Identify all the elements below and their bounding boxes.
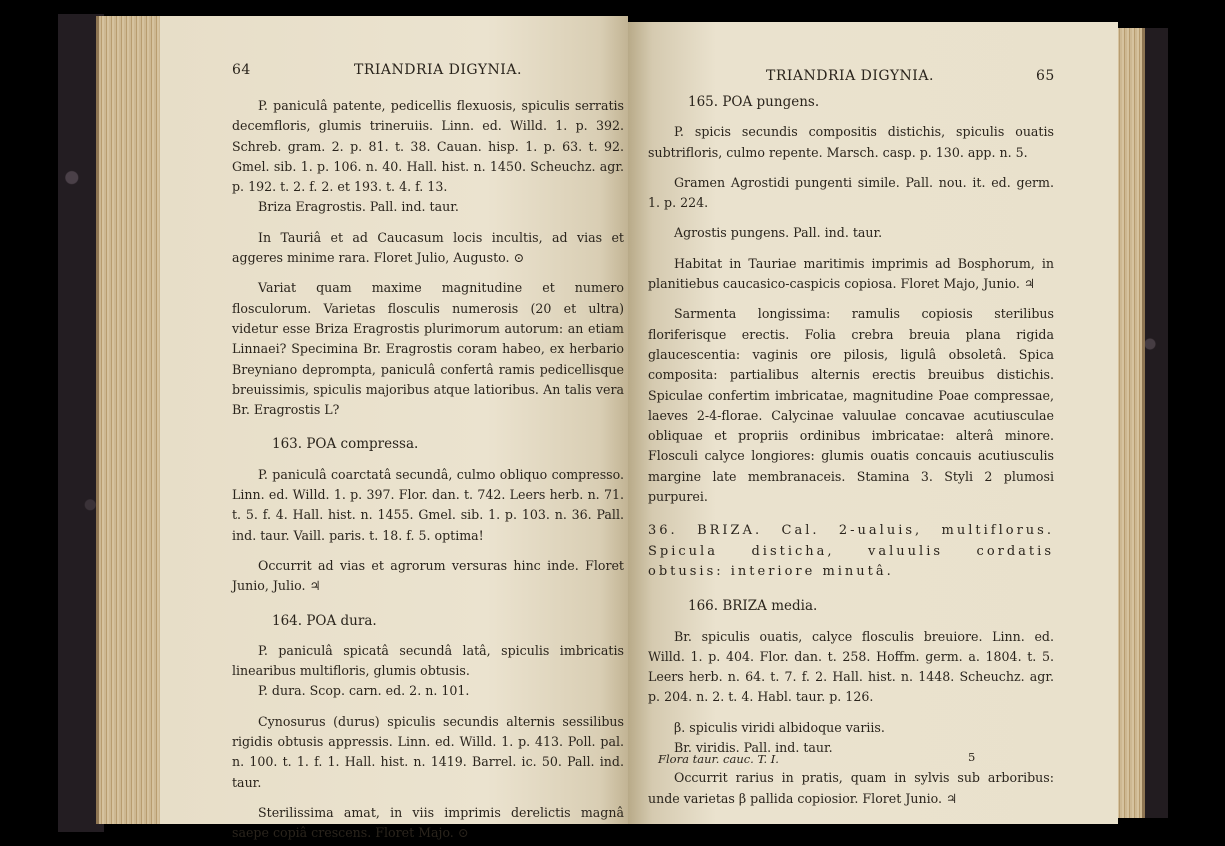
paragraph: Br. viridis. Pall. ind. taur. [674, 740, 833, 756]
right-body [648, 92, 1054, 809]
paragraph: Sterilissima amat, in viis imprimis derelictis magnâ saepe copiâ crescens. Floret Majo. ⊙ [232, 804, 624, 841]
right-running-head: TRIANDRIA DIGYNIA. [766, 68, 934, 84]
paragraph: In Tauriâ et ad Caucasum locis incultis, ad vias et aggeres minime rara. Floret Julio, Augusto. ⊙ [232, 229, 624, 266]
left-body [232, 96, 624, 844]
genus-heading: 36. BRIZA. Cal. 2-ualuis, multiflorus. Spicula disticha, valuulis cordatis obtusis: interiore minutâ. [648, 523, 1054, 579]
left-page [160, 16, 628, 841]
paragraph: Occurrit rarius in pratis, quam in sylvis sub arboribus: unde varietas β pallida copiosior. Floret Junio. ♃ [648, 770, 1054, 806]
paragraph: Habitat in Tauriae maritimis imprimis ad Bosphorum, in planitiebus caucasico-caspicis copiosa. Floret Majo, Junio. ♃ [648, 255, 1054, 292]
species-heading: 164. POA dura. [272, 612, 377, 629]
left-running-head: TRIANDRIA DIGYNIA. [354, 62, 522, 78]
right-page [628, 22, 1118, 824]
footer-signature: Flora taur. cauc. T. I. [658, 752, 779, 766]
paragraph: Briza Eragrostis. Pall. ind. taur. [258, 199, 459, 215]
paragraph: P. paniculâ spicatâ secundâ latâ, spiculis imbricatis linearibus multifloris, glumis obtusis. [232, 642, 624, 679]
page-edges-left [96, 16, 165, 824]
paragraph: Agrostis pungens. Pall. ind. taur. [674, 225, 883, 241]
paragraph: Variat quam maxime magnitudine et numero flosculorum. Varietas flosculis numerosis (20 et ultra) videtur esse Briza Eragrostis plurimorum autorum: an etiam Linnaei? Specimina Br. Eragrostis coram habeo, ex herbario Breyniano deprompta, paniculâ confertâ ramis pedicellisque breuissimis, spiculis majoribus atque latioribus. An talis vera Br. Eragrostis L? [232, 280, 624, 418]
paragraph: P. dura. Scop. carn. ed. 2. n. 101. [258, 683, 470, 699]
paragraph: P. spicis secundis compositis distichis, spiculis ouatis subtrifloris, culmo repente. Marsch. casp. p. 130. app. n. 5. [648, 124, 1054, 160]
right-page-number: 65 [1036, 68, 1055, 84]
species-heading: 163. POA compressa. [272, 436, 419, 453]
paragraph: P. paniculâ coarctatâ secundâ, culmo obliquo compresso. Linn. ed. Willd. 1. p. 397. Flor. dan. t. 742. Leers herb. n. 71. t. 5. f. 4. Hall. hist. n. 1455. Gmel. sib. 1. p. 103. n. 36. Pall. ind. taur. Vaill. paris. t. 18. f. 5. optima! [232, 466, 624, 543]
left-page-number: 64 [232, 62, 251, 78]
paragraph: Occurrit ad vias et agrorum versuras hinc inde. Floret Junio, Julio. ♃ [232, 557, 624, 594]
paragraph: Gramen Agrostidi pungenti simile. Pall. nou. it. ed. germ. 1. p. 224. [648, 174, 1054, 211]
species-heading: 166. BRIZA media. [688, 598, 818, 615]
species-heading: 165. POA pungens. [688, 94, 820, 110]
paragraph: Cynosurus (durus) spiculis secundis alternis sessilibus rigidis obtusis appressis. Linn. ed. Willd. 1. p. 413. Poll. pal. n. 100. t. 1. f. 1. Hall. hist. n. 1419. Barrel. ic. 50. Pall. ind. taur. [232, 713, 624, 790]
footer-gathering-mark: 5 [968, 750, 976, 764]
paragraph: P. paniculâ patente, pedicellis flexuosis, spiculis serratis decemfloris, glumis trineruiis. Linn. ed. Willd. 1. p. 392. Schreb. gram. 2. p. 81. t. 38. Cauan. hisp. 1. p. 63. t. 92. Gmel. sib. 1. p. 106. n. 40. Hall. hist. n. 1450. Scheuchz. agr. p. 192. t. 2. f. 2. et 193. t. 4. f. 13. [232, 98, 624, 195]
paragraph: β. spiculis viridi albidoque variis. [674, 719, 885, 735]
paragraph: Sarmenta longissima: ramulis copiosis sterilibus floriferisque erectis. Folia crebra breuia plana rigida glaucescentia: vaginis ore pilosis, ligulâ obsoletâ. Spica composita: partialibus alternis erectis breuibus distichis. Spiculae confertim imbricatae, magnitudine Poae compressae, laeves 2-4-florae. Calycinae valuulae concavae acutiusculae obliquae et propriis ordinibus imbricatae: alterâ minore. Flosculi calyce longiores: glumis ouatis concauis acutiusculis margine late membranaceis. Stamina 3. Styli 2 plumosi purpurei. [648, 306, 1054, 505]
paragraph: Br. spiculis ouatis, calyce flosculis breuiore. Linn. ed. Willd. 1. p. 404. Flor. dan. t. 258. Hoffm. germ. a. 1804. t. 5. Leers herb. n. 64. t. 7. f. 2. Hall. hist. n. 1448. Scheuchz. agr. p. 204. n. 2. t. 4. Habl. taur. p. 126. [648, 628, 1054, 705]
